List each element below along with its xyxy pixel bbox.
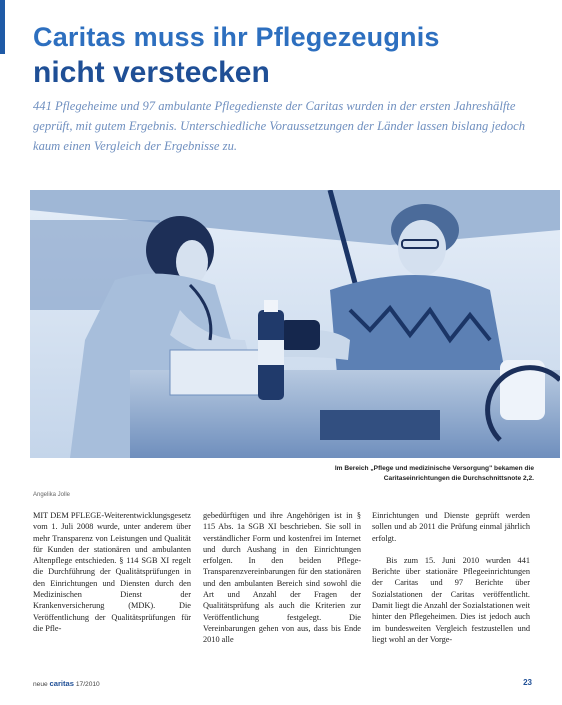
footer-magazine bbox=[33, 679, 100, 688]
edge-bar bbox=[0, 0, 5, 54]
article-photo bbox=[30, 190, 560, 458]
text-column-2 bbox=[203, 510, 361, 655]
column-2-paragraph: gebedürftigen und ihre Angehörigen ist in § 115 Abs. 1a SGB XI beschrieben. Sie soll in verständlicher Form und kostenfrei im Internet und durch Aushang in den Einrichtungen erfolgen. In den beiden Pflege-Transparenzvereinbarungen für den stationären und den ambulanten Bereich sind sowohl die Art und Anzahl der Fragen der Qualitätsprüfung als auch die Kriterien zur Veröffentlichung festgelegt. Die Vereinbarungen gehen von aus, dass bis Ende 2010 alle bbox=[203, 511, 361, 645]
page-number: 23 bbox=[523, 678, 532, 687]
headline-line-2: nicht verstecken bbox=[33, 56, 270, 89]
photo-caption: Im Bereich „Pflege und medizinische Versorgung" bekamen die Caritaseinrichtungen die Durchschnittsnote 2,2. bbox=[334, 465, 534, 482]
text-column-3 bbox=[372, 510, 530, 655]
blood-pressure-cuff bbox=[280, 320, 320, 350]
magazine-name: caritas bbox=[49, 679, 75, 688]
tray bbox=[320, 410, 440, 440]
bottle-cap bbox=[264, 300, 278, 312]
bottle-label bbox=[258, 340, 284, 365]
column-3-paragraph-2: Bis zum 15. Juni 2010 wurden 441 Berichte über stationäre Pflegeeinrichtungen der Caritas und 97 Berichte über Sozialstationen der Caritas veröffentlicht. Damit liegt die Anzahl der Sozialstationen weit hinter den Pflegeheimen. Dies ist jedoch auch im bundesweiten Vergleich festzustellen und liegt wohl an der Vorge- bbox=[372, 555, 530, 644]
column-3-paragraph-1: Einrichtungen und Dienste geprüft werden sollen und ab 2011 die Prüfung einmal jährlich erfolgt. bbox=[372, 511, 530, 543]
issue-number: 17/2010 bbox=[75, 681, 100, 688]
column-1-paragraph: MIT DEM PFLEGE-Weiterentwicklungsgesetz vom 1. Juli 2008 wurde, unter anderem über mehr Transparenz von Leistungen und Qualität für Kunden der stationären und ambulanten Altenpflege entschieden. § 114 SGB XI regelt die Durchführung der Qualitätsprüfungen in den Einrichtungen und Diensten durch den Medizinischen Dienst der Krankenversicherung (MDK). Die Veröffentlichung der Qualitätsprüfungen für die Pfle- bbox=[33, 511, 191, 633]
author-credit: Angelika Jolle bbox=[33, 492, 71, 498]
headline-line-1: Caritas muss ihr Pflegezeugnis bbox=[33, 22, 440, 52]
text-column-1 bbox=[33, 510, 191, 655]
magazine-prefix: neue bbox=[33, 681, 48, 688]
lead-paragraph: 441 Pflegeheime und 97 ambulante Pflegedienste der Caritas wurden in der ersten Jahreshälfte geprüft, mit gutem Ergebnis. Unterschiedliche Voraussetzungen der Länder lassen bislang jedoch kaum einen Vergleich der Ergebnisse zu. bbox=[33, 99, 526, 153]
